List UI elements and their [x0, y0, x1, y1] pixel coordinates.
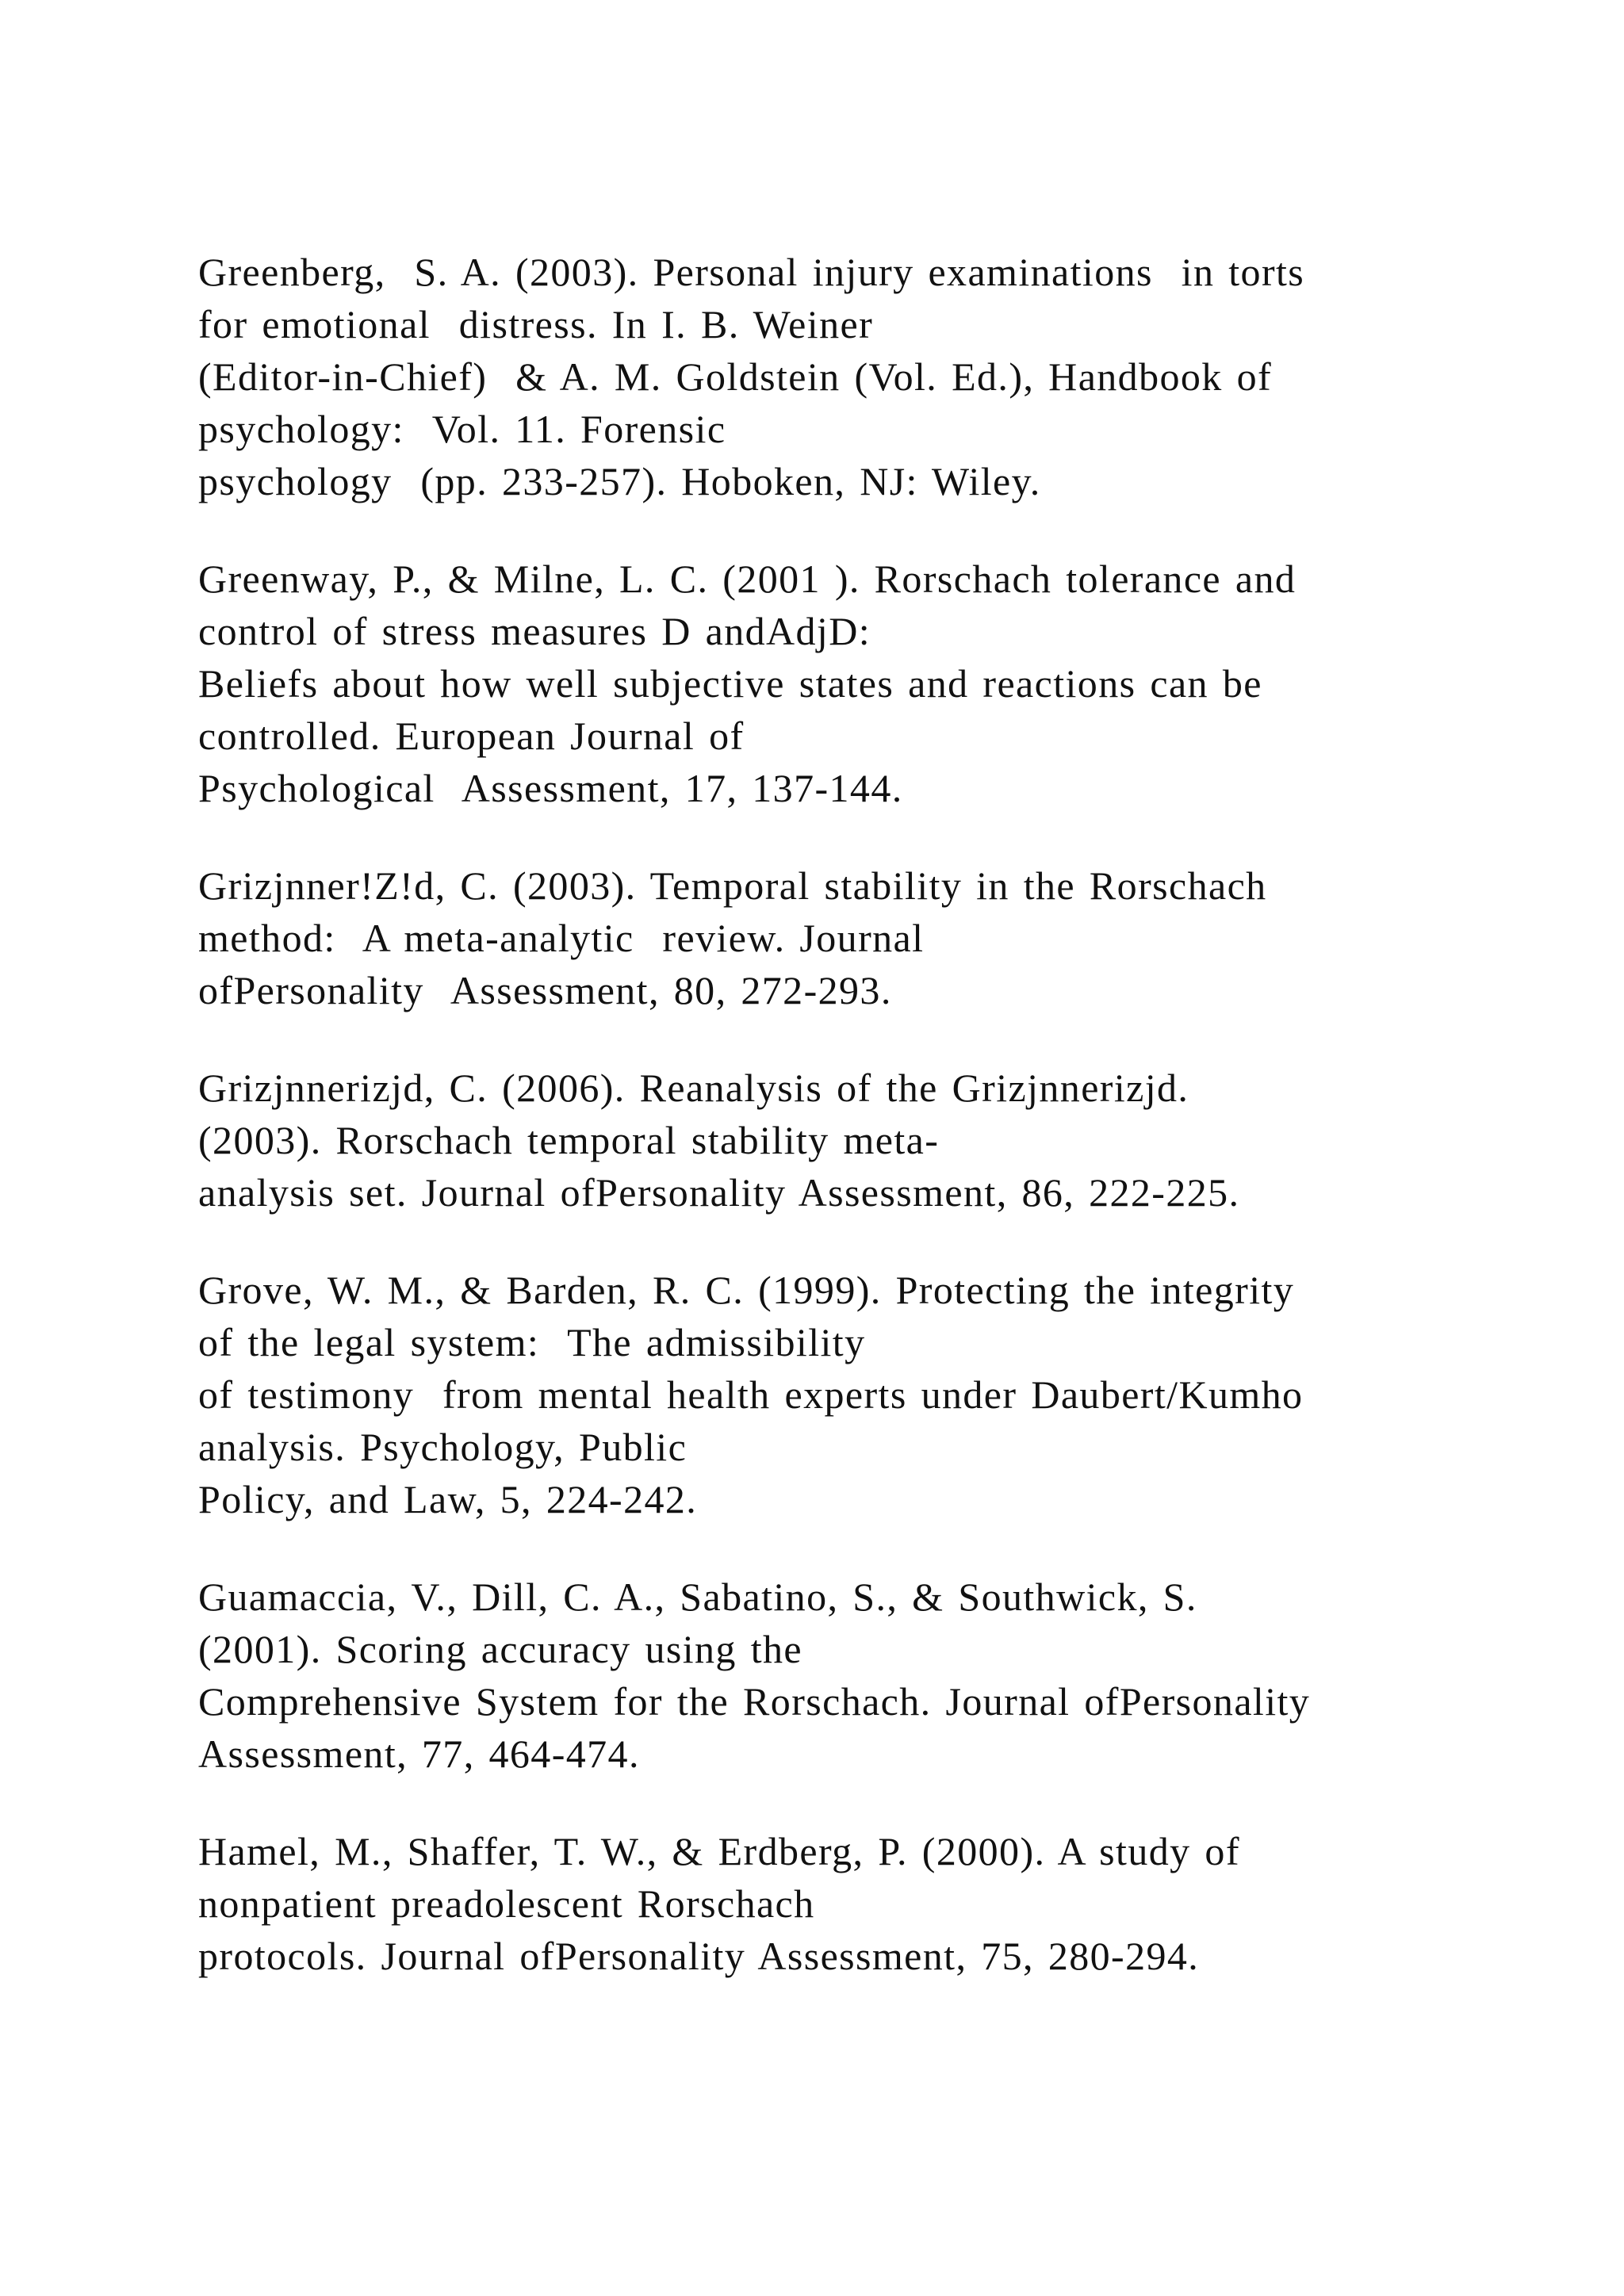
reference-entry-grizjnner-2003 [198, 859, 1435, 1016]
reference-list [198, 246, 1435, 2027]
reference-entry-grove-1999 [198, 1264, 1435, 1525]
reference-line: Greenway, P., & Milne, L. C. (2001 ). Rorschach tolerance and [198, 557, 1297, 601]
reference-line: for emotional distress. In I. B. Weiner [198, 302, 874, 346]
reference-line: method: A meta-analytic review. Journal [198, 916, 925, 960]
reference-entry-hamel-2000 [198, 1825, 1435, 1982]
reference-line: (Editor-in-Chief) & A. M. Goldstein (Vol. Ed.), Handbook of [198, 354, 1273, 399]
reference-line: analysis. Psychology, Public [198, 1425, 688, 1469]
reference-line: Grove, W. M., & Barden, R. C. (1999). Protecting the integrity [198, 1268, 1295, 1312]
reference-entry-guamaccia-2001 [198, 1571, 1435, 1780]
reference-line: psychology (pp. 233-257). Hoboken, NJ: Wiley. [198, 459, 1041, 503]
reference-line: controlled. European Journal of [198, 714, 745, 758]
reference-line: Grizjnner!Z!d, C. (2003). Temporal stability in the Rorschach [198, 863, 1267, 908]
reference-line: ofPersonality Assessment, 80, 272-293. [198, 968, 892, 1012]
reference-line: Guamaccia, V., Dill, C. A., Sabatino, S., & Southwick, S. [198, 1575, 1197, 1619]
reference-line: psychology: Vol. 11. Forensic [198, 407, 726, 451]
reference-line: Hamel, M., Shaffer, T. W., & Erdberg, P. (2000). A study of [198, 1829, 1240, 1873]
reference-line: nonpatient preadolescent Rorschach [198, 1881, 815, 1926]
reference-line: Beliefs about how well subjective states and reactions can be [198, 661, 1262, 706]
reference-line: (2003). Rorschach temporal stability meta- [198, 1118, 940, 1162]
reference-line: (2001). Scoring accuracy using the [198, 1627, 802, 1671]
reference-line: Policy, and Law, 5, 224-242. [198, 1477, 698, 1521]
reference-entry-greenberg-2003 [198, 246, 1435, 507]
reference-entry-greenway-2001 [198, 553, 1435, 814]
reference-line: Assessment, 77, 464-474. [198, 1732, 640, 1776]
reference-line: Psychological Assessment, 17, 137-144. [198, 766, 903, 810]
reference-line: control of stress measures D andAdjD: [198, 609, 871, 653]
reference-line: Greenberg, S. A. (2003). Personal injury examinations in torts [198, 250, 1305, 294]
reference-line: protocols. Journal ofPersonality Assessment, 75, 280-294. [198, 1934, 1200, 1978]
reference-line: analysis set. Journal ofPersonality Assessment, 86, 222-225. [198, 1170, 1240, 1215]
reference-line: Grizjnnerizjd, C. (2006). Reanalysis of the Grizjnnerizjd. [198, 1066, 1189, 1110]
reference-line: Comprehensive System for the Rorschach. Journal ofPersonality [198, 1679, 1311, 1724]
reference-entry-grizjnnerizjd-2006 [198, 1062, 1435, 1219]
reference-line: of the legal system: The admissibility [198, 1320, 866, 1364]
reference-line: of testimony from mental health experts under Daubert/Kumho [198, 1372, 1304, 1417]
